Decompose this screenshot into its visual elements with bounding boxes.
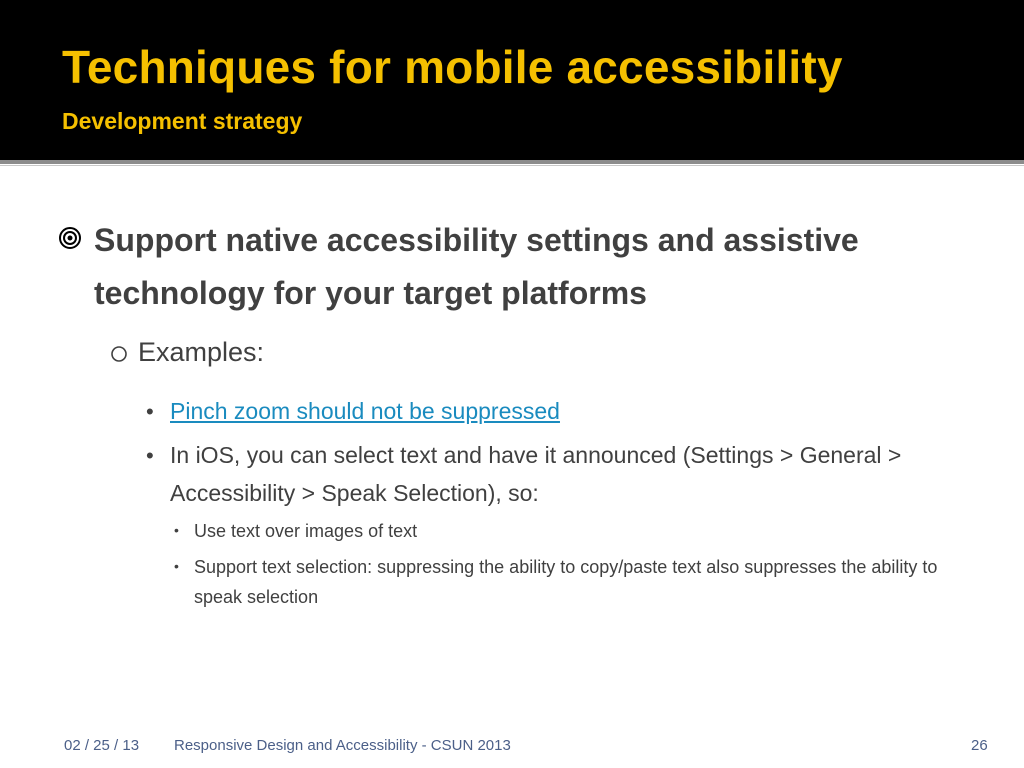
bullet-level2-examples: Examples:: [138, 337, 265, 367]
header-divider: [0, 160, 1024, 164]
bullet-dot-icon: •: [146, 399, 154, 424]
bullet-level4-item: Use text over images of text: [194, 521, 418, 541]
hollow-circle-icon: [110, 345, 128, 363]
bullet-level1: Support native accessibility settings and assistive technology for your target platforms: [94, 222, 859, 311]
bullet-dot-icon: •: [174, 558, 179, 574]
footer-date: 02 / 25 / 13: [64, 737, 140, 754]
concentric-circle-icon: [58, 226, 82, 250]
slide-header: [0, 0, 1024, 160]
bullet-level3-item: [170, 392, 930, 430]
bullet-dot-icon: •: [174, 522, 179, 538]
footer-title: Responsive Design and Accessibility - CSUN 2013: [174, 737, 511, 754]
bullet-level4-item: Support text selection: suppressing the ability to copy/paste text also suppresses the ability to speak selection: [194, 557, 938, 607]
bullet-level3-item: In iOS, you can select text and have it announced (Settings > General > Accessibility > Speak Selection), so:: [170, 442, 902, 506]
slide-title: Techniques for mobile accessibility: [62, 41, 843, 93]
pinch-zoom-link[interactable]: Pinch zoom should not be suppressed: [170, 398, 560, 424]
slide-subtitle: Development strategy: [62, 108, 303, 134]
footer-page-number: 26: [971, 737, 988, 754]
bullet-dot-icon: •: [146, 443, 154, 468]
header-divider-thin: [0, 165, 1024, 166]
